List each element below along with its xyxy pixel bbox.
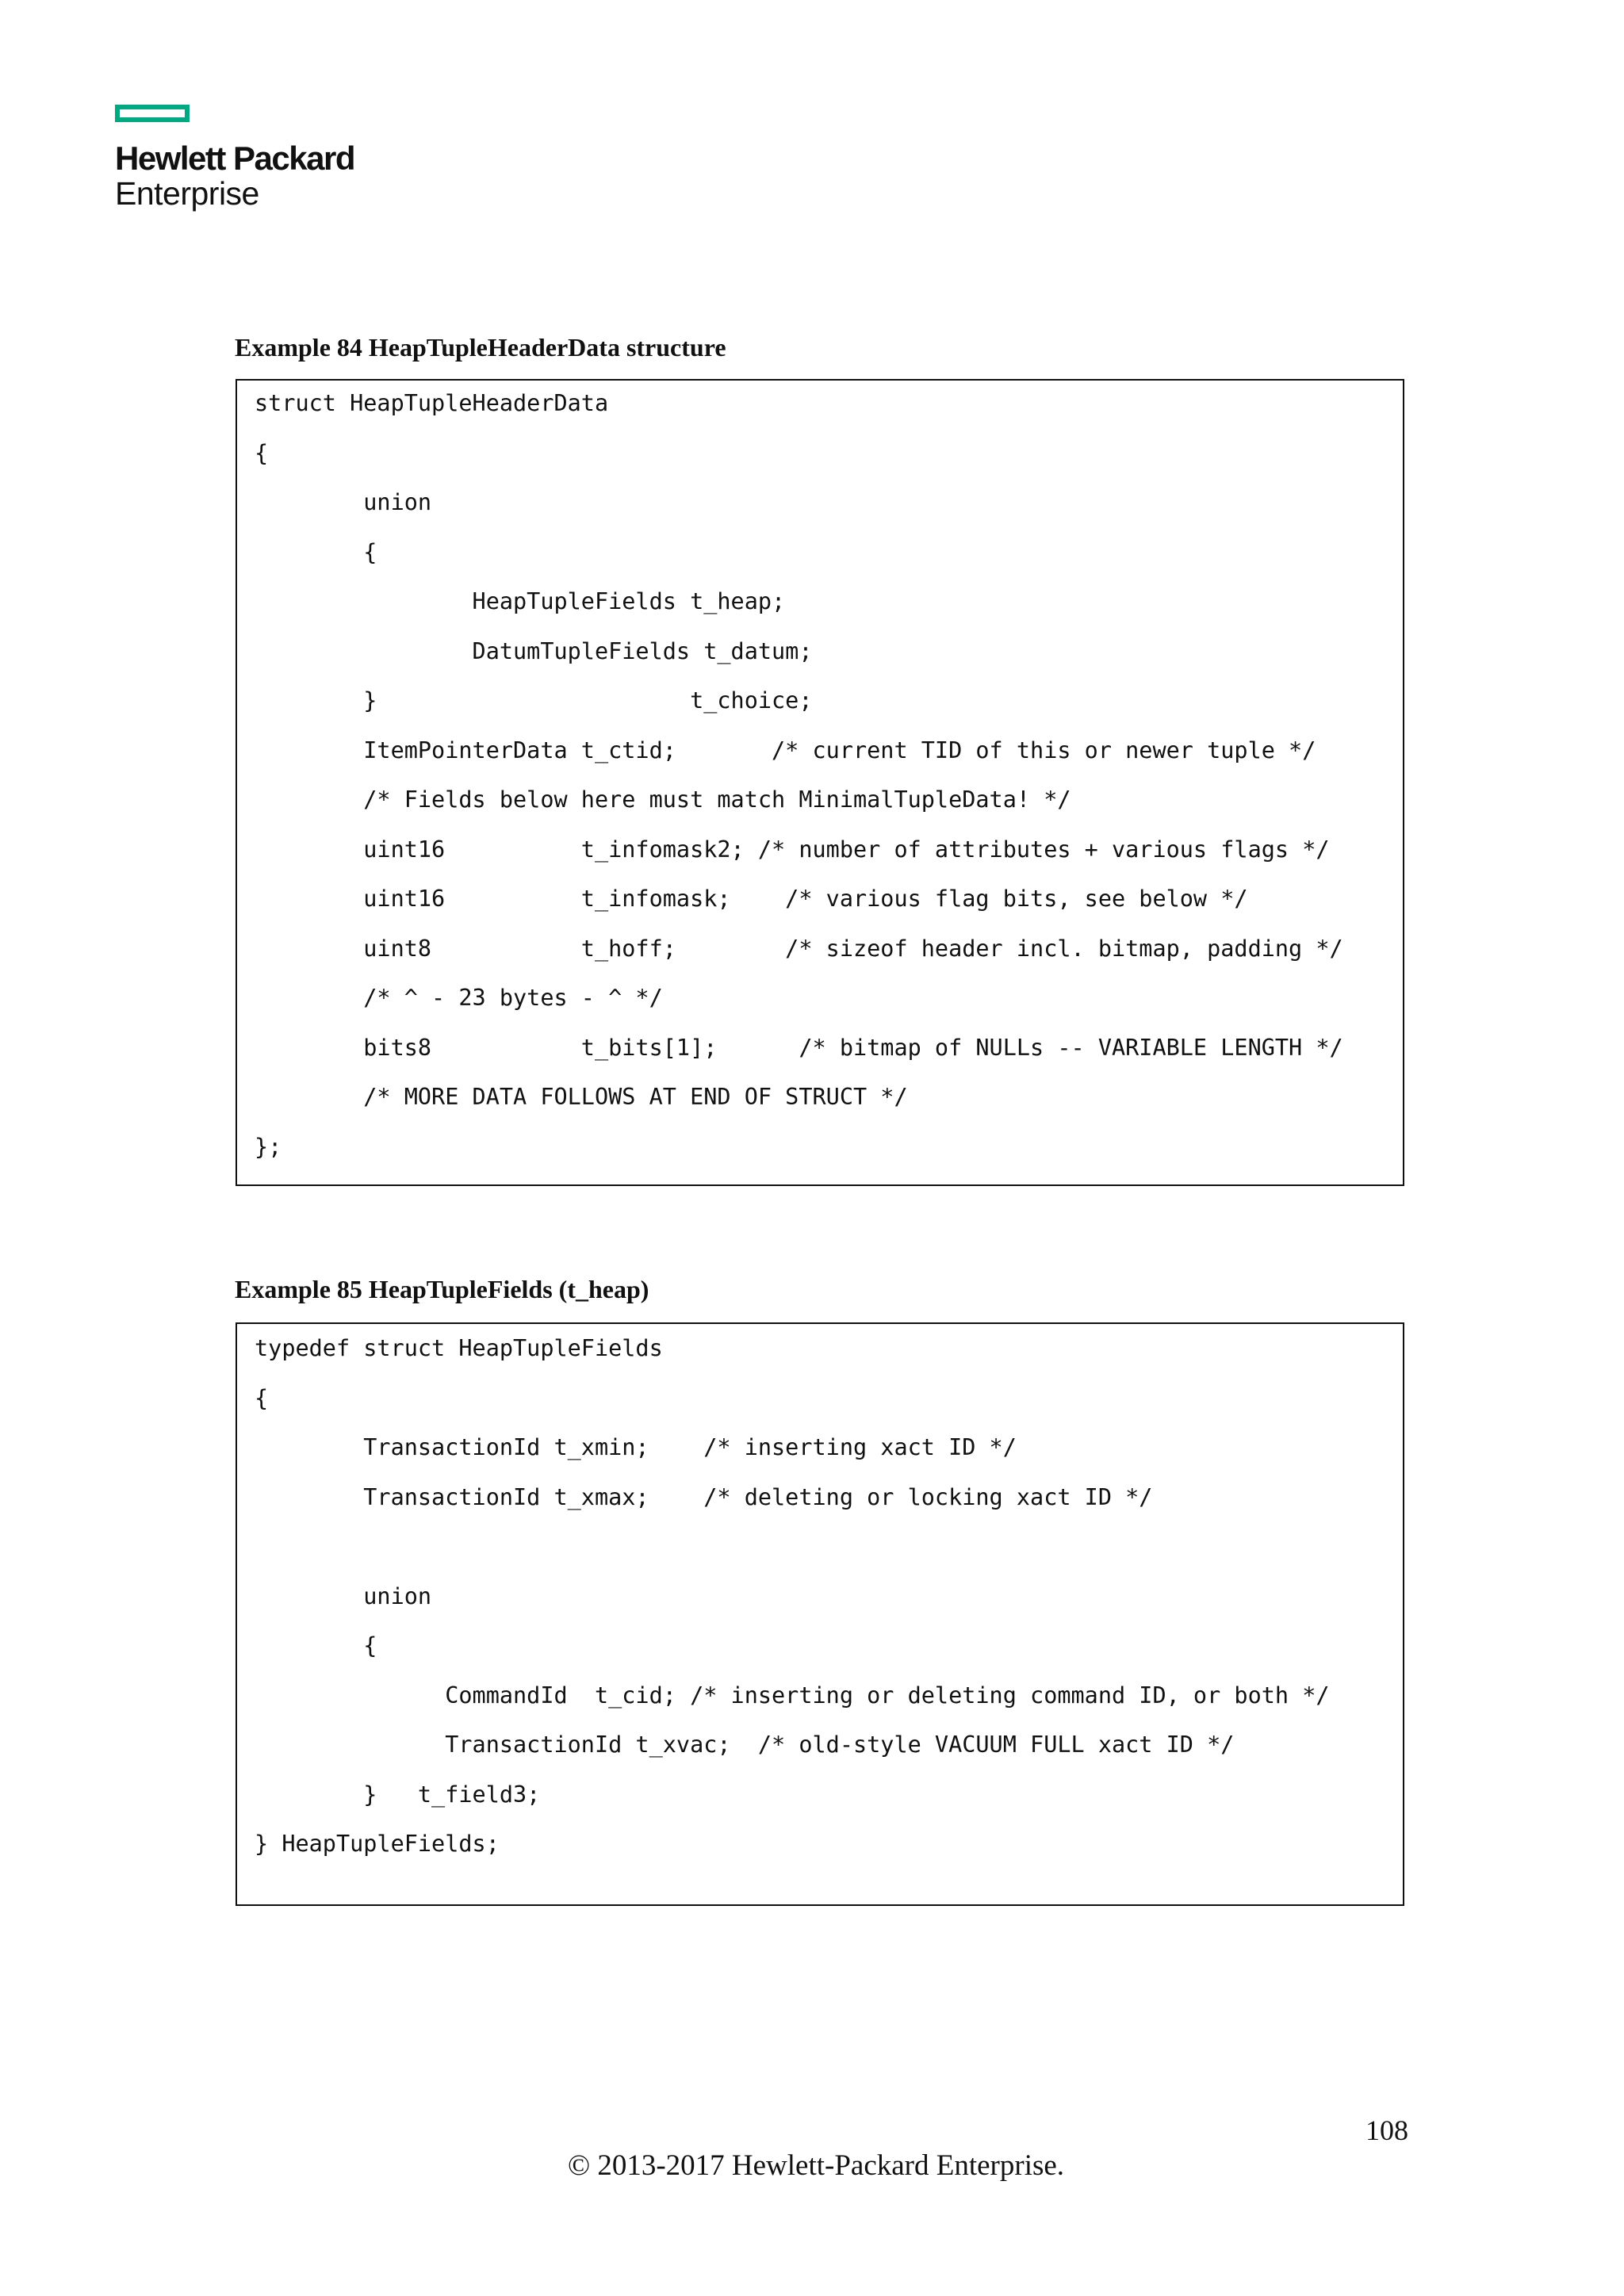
- code-line: union: [255, 1583, 432, 1609]
- code-line: HeapTupleFields t_heap;: [255, 588, 786, 614]
- code-line: {: [255, 1385, 269, 1411]
- code-line: uint8 t_hoff; /* sizeof header incl. bitmap, padding */: [255, 936, 1343, 962]
- code-line: } HeapTupleFields;: [255, 1831, 500, 1857]
- code-block-heaptuplefields: [236, 1322, 1404, 1906]
- code-line: uint16 t_infomask2; /* number of attributes + various flags */: [255, 836, 1330, 863]
- code-line: ItemPointerData t_ctid; /* current TID of this or newer tuple */: [255, 737, 1316, 763]
- copyright-notice: © 2013-2017 Hewlett-Packard Enterprise.: [567, 2149, 1065, 2182]
- code-line: } t_choice;: [255, 687, 813, 714]
- logo-text-line1: Hewlett Packard: [115, 140, 354, 177]
- code-line: /* MORE DATA FOLLOWS AT END OF STRUCT */: [255, 1084, 908, 1110]
- code-line: /* ^ - 23 bytes - ^ */: [255, 985, 663, 1011]
- code-line: typedef struct HeapTupleFields: [255, 1335, 663, 1361]
- code-line: };: [255, 1134, 282, 1160]
- code-line: {: [255, 1632, 377, 1659]
- logo-text-line2: Enterprise: [115, 175, 259, 212]
- code-line: /* Fields below here must match MinimalTupleData! */: [255, 786, 1071, 813]
- code-line: TransactionId t_xvac; /* old-style VACUUM FULL xact ID */: [255, 1732, 1235, 1758]
- code-line: TransactionId t_xmin; /* inserting xact ID */: [255, 1434, 1017, 1460]
- code-line: union: [255, 489, 432, 515]
- code-line: DatumTupleFields t_datum;: [255, 638, 813, 664]
- code-line: bits8 t_bits[1]; /* bitmap of NULLs -- VARIABLE LENGTH */: [255, 1035, 1343, 1061]
- code-line: CommandId t_cid; /* inserting or deleting command ID, or both */: [255, 1682, 1330, 1709]
- code-line: {: [255, 539, 377, 565]
- code-line: struct HeapTupleHeaderData: [255, 390, 609, 416]
- code-block-heaptupleheaderdata: [236, 379, 1404, 1186]
- code-line: {: [255, 440, 269, 466]
- hpe-logo: [115, 105, 354, 211]
- page-number: 108: [1365, 2114, 1408, 2146]
- code-line: } t_field3;: [255, 1781, 541, 1808]
- example-85-caption: Example 85 HeapTupleFields (t_heap): [235, 1275, 649, 1303]
- example-84-caption: Example 84 HeapTupleHeaderData structure: [235, 333, 726, 362]
- code-line: uint16 t_infomask; /* various flag bits, see below */: [255, 886, 1248, 912]
- hpe-logo-mark: [115, 105, 190, 122]
- code-line: TransactionId t_xmax; /* deleting or locking xact ID */: [255, 1484, 1153, 1510]
